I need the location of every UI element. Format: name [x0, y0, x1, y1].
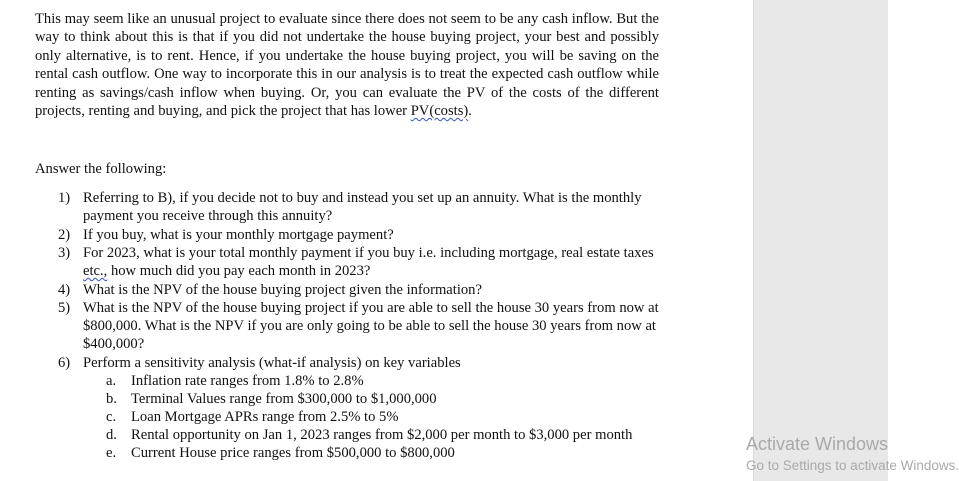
question-item [58, 244, 660, 280]
question-item [58, 189, 660, 225]
activate-windows-watermark [746, 433, 959, 475]
question-number: 2) [58, 227, 71, 243]
question-item [58, 281, 660, 299]
watermark-title: Activate Windows [746, 434, 889, 454]
intro-paragraph [35, 10, 659, 120]
sub-item-letter: e. [106, 445, 117, 461]
sub-item [106, 372, 666, 390]
question-number: 4) [58, 282, 71, 298]
window-gutter [753, 0, 888, 481]
question-text: Referring to B), if you decide not to buy and instead you set up an annuity. What is the monthly payment you receive through this annuity? [83, 190, 642, 225]
spellcheck-flagged-word[interactable]: PV(costs) [410, 103, 469, 120]
sub-item [106, 426, 666, 444]
question-number: 6) [58, 355, 71, 371]
question-text: Perform a sensitivity analysis (what-if analysis) on key variables [83, 355, 461, 371]
question-text [83, 244, 660, 280]
question-item [58, 354, 660, 372]
sub-item [106, 390, 666, 408]
spellcheck-flagged-word[interactable]: etc., [83, 263, 108, 280]
question-lead-text: For 2023, what is your total monthly payment if you buy i.e. including mortgage, real estate taxes [83, 245, 654, 261]
answer-heading: Answer the following: [35, 161, 167, 177]
sub-item-letter: c. [106, 409, 117, 425]
sub-item-letter: d. [106, 427, 117, 443]
question-text: What is the NPV of the house buying project if you are able to sell the house 30 years from now at $800,000. What is the NPV if you are only going to be able to sell the house 30 years from now at $400,000? [83, 300, 659, 353]
question-item [58, 299, 660, 354]
sub-item-letter: b. [106, 391, 117, 407]
question-text: If you buy, what is your monthly mortgage payment? [83, 227, 394, 243]
question-text: What is the NPV of the house buying project given the information? [83, 282, 482, 298]
sub-item-text: Current House price ranges from $500,000 to $800,000 [131, 445, 455, 461]
sub-item-text: Terminal Values range from $300,000 to $1,000,000 [131, 391, 437, 407]
question-item [58, 226, 660, 244]
question-number: 5) [58, 300, 71, 316]
question-number: 1) [58, 190, 71, 206]
watermark-subtitle: Go to Settings to activate Windows. [746, 458, 959, 473]
sub-item [106, 408, 666, 426]
intro-end: . [468, 103, 472, 120]
sub-item-text: Rental opportunity on Jan 1, 2023 ranges from $2,000 per month to $3,000 per month [131, 427, 633, 443]
sub-item-letter: a. [106, 373, 117, 389]
sub-item-text: Loan Mortgage APRs range from 2.5% to 5% [131, 409, 399, 425]
question-number: 3) [58, 245, 71, 261]
question-tail-text: how much did you pay each month in 2023? [107, 263, 371, 280]
sub-item [106, 444, 666, 462]
sub-item-text: Inflation rate ranges from 1.8% to 2.8% [131, 373, 364, 389]
intro-text: This may seem like an unusual project to evaluate since there does not seem to be any cash inflow. But the way to think about this is that if you did not undertake the house buying project, your best and possibly only alternative, is to rent. Hence, if you undertake the house buying project, you will be saving on the rental cash outflow. One way to incorporate this in our analysis is to treat the expected cash outflow while renting as savings/cash inflow when buying. Or, you can evaluate the PV of the costs of the different projects, renting and buying, and pick the project that has lower [35, 11, 659, 120]
